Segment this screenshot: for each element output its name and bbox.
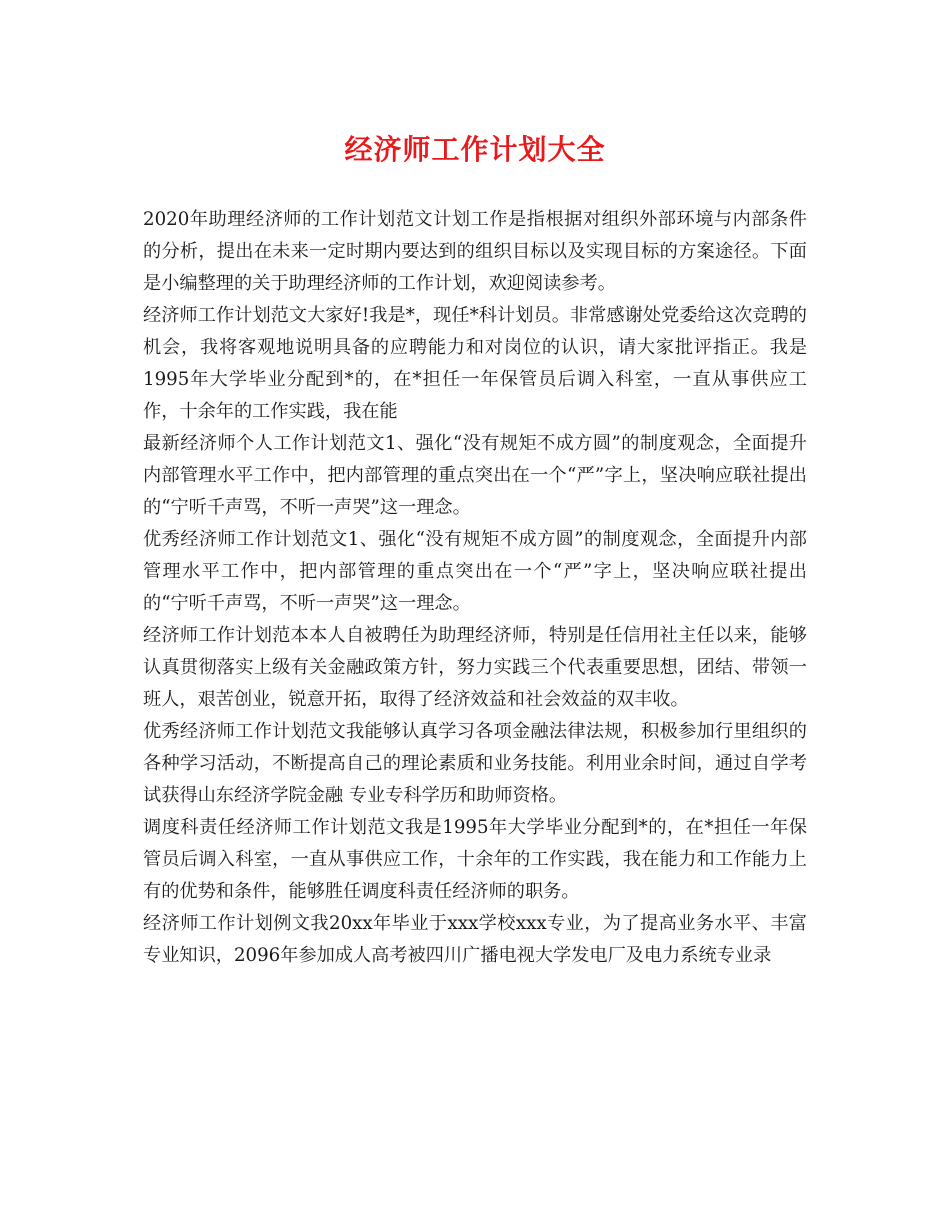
paragraph-7: 经济师工作计划例文我20xx年毕业于xxx学校xxx专业，为了提高业务水平、丰富专业知识，2096年参加成人高考被四川广播电视大学发电厂及电力系统专业录 — [143, 913, 807, 966]
page-title: 经济师工作计划大全 — [344, 133, 606, 166]
paragraph-3: 优秀经济师工作计划范文1、强化“没有规矩不成方圆”的制度观念，全面提升内部管理水平工作中，把内部管理的重点突出在一个“严”字上，坚决响应联社提出的“宁听千声骂，不听一声哭”这一理念。 — [143, 529, 807, 614]
paragraph-5: 优秀经济师工作计划范文我能够认真学习各项金融法律法规，积极参加行里组织的各种学习活动，不断提高自己的理论素质和业务技能。利用业余时间，通过自学考试获得山东经济学院金融 专业专科学历和助师资格。 — [143, 721, 807, 806]
paragraph-intro: 2020年助理经济师的工作计划范文计划工作是指根据对组织外部环境与内部条件的分析，提出在未来一定时期内要达到的组织目标以及实现目标的方案途径。下面是小编整理的关于助理经济师的工作计划，欢迎阅读参考。 — [143, 209, 807, 294]
paragraph-6: 调度科责任经济师工作计划范文我是1995年大学毕业分配到*的，在*担任一年保管员后调入科室，一直从事供应工作，十余年的工作实践，我在能力和工作能力上有的优势和条件，能够胜任调度科责任经济师的职务。 — [143, 817, 807, 902]
paragraph-1: 经济师工作计划范文大家好!我是*，现任*科计划员。非常感谢处党委给这次竞聘的机会，我将客观地说明具备的应聘能力和对岗位的认识，请大家批评指正。我是1995年大学毕业分配到*的，在*担任一年保管员后调入科室，一直从事供应工作，十余年的工作实践，我在能 — [143, 305, 807, 422]
paragraph-2: 最新经济师个人工作计划范文1、强化“没有规矩不成方圆”的制度观念，全面提升内部管理水平工作中，把内部管理的重点突出在一个“严”字上，坚决响应联社提出的“宁听千声骂，不听一声哭”这一理念。 — [143, 433, 807, 518]
document-body — [143, 204, 807, 972]
paragraph-4: 经济师工作计划范本本人自被聘任为助理经济师，特别是任信用社主任以来，能够认真贯彻落实上级有关金融政策方针，努力实践三个代表重要思想，团结、带领一班人，艰苦创业，锐意开拓，取得了经济效益和社会效益的双丰收。 — [143, 625, 807, 710]
